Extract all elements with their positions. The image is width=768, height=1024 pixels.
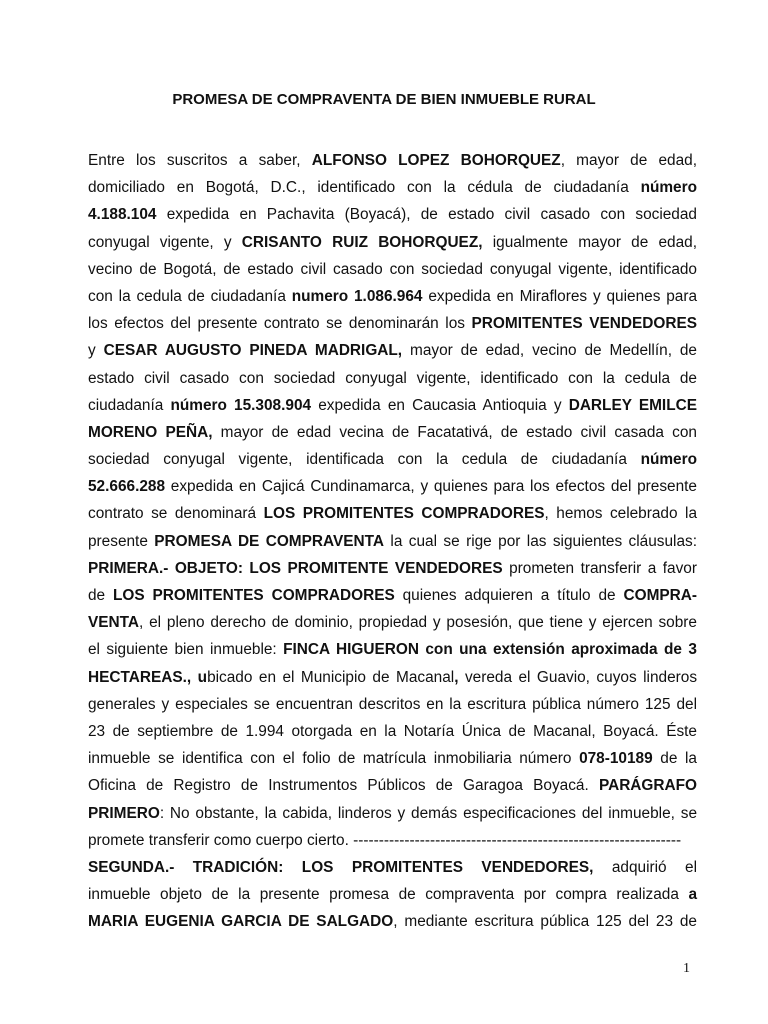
text-line — [88, 609, 697, 636]
text-line — [88, 772, 697, 799]
text-segment: promete transferir como cuerpo cierto. ---------------------------------------------------------------- — [88, 831, 682, 849]
bold-text-segment: LOS PROMITENTES COMPRADORES — [263, 505, 545, 523]
bold-text-segment: 4.188.104 — [88, 206, 157, 224]
bold-text-segment: 078-10189 — [579, 750, 653, 768]
text-line — [88, 310, 697, 337]
text-line — [88, 881, 697, 908]
text-segment: expedida en Caucasia Antioquia y — [311, 396, 569, 414]
bold-text-segment: PROMITENTES VENDEDORES — [471, 315, 697, 333]
text-line — [88, 718, 697, 745]
text-line — [88, 337, 697, 364]
text-line — [88, 174, 697, 201]
text-segment: vereda el Guavio, cuyos linderos — [458, 668, 698, 686]
text-line — [88, 555, 697, 582]
text-segment: domiciliado en Bogotá, D.C., identificado con la cédula de ciudadanía — [88, 179, 641, 197]
bold-text-segment: ALFONSO LOPEZ BOHORQUEZ — [311, 152, 561, 169]
text-segment: mayor de edad vecina de Facatativá, de estado civil casada con — [212, 423, 697, 441]
text-segment: conyugal vigente, y — [88, 233, 242, 251]
bold-text-segment: CESAR AUGUSTO PINEDA MADRIGAL, — [103, 342, 403, 360]
bold-text-segment: PARÁGRAFO — [598, 777, 697, 795]
text-line — [88, 800, 697, 827]
text-segment: expedida en Cajicá Cundinamarca, y quienes para los efectos del presente — [165, 478, 697, 496]
document-body — [88, 147, 697, 935]
text-line — [88, 392, 697, 419]
text-line — [88, 147, 697, 174]
text-segment: quienes adquieren a título de — [394, 587, 624, 604]
bold-text-segment: COMPRA- — [623, 587, 698, 604]
text-line — [88, 908, 697, 935]
text-segment: presente — [88, 532, 155, 550]
text-segment: , mayor de edad, — [560, 152, 697, 169]
text-segment: ciudadanía — [88, 396, 171, 414]
text-line — [88, 691, 697, 718]
page-number: 1 — [683, 961, 690, 976]
text-line — [88, 500, 697, 527]
text-line — [88, 827, 697, 854]
text-segment: estado civil casado con sociedad conyugal vigente, identificado con la cedula de — [88, 369, 697, 387]
text-segment: los efectos del presente contrato se denominarán los — [88, 315, 472, 333]
text-segment: el siguiente bien inmueble: — [88, 641, 284, 659]
text-line — [88, 283, 697, 310]
bold-text-segment: MARIA EUGENIA GARCIA DE SALGADO — [88, 913, 394, 931]
text-segment: inmueble se identifica con el folio de matrícula inmobiliaria número — [88, 750, 580, 768]
text-segment: de la — [652, 750, 697, 768]
bold-text-segment: número — [640, 451, 697, 469]
text-segment: bicado en el Municipio de Macanal — [207, 668, 455, 686]
text-segment: , el pleno derecho de dominio, propiedad y posesión, que tiene y ejercen sobre — [139, 614, 697, 632]
text-segment: inmueble objeto de la presente promesa de compraventa por compra realizada — [88, 886, 689, 904]
bold-text-segment: VENTA — [88, 614, 140, 632]
text-segment: 23 de septiembre de 1.994 otorgada en la Notaría Única de Macanal, Boyacá. Éste — [88, 722, 697, 740]
bold-text-segment: SEGUNDA.- TRADICIÓN: LOS PROMITENTES VENDEDORES, — [88, 858, 594, 876]
text-line — [88, 256, 697, 283]
text-line — [88, 745, 697, 772]
document-title: PROMESA DE COMPRAVENTA DE BIEN INMUEBLE RURAL — [172, 91, 596, 108]
text-segment: prometen transferir a favor — [502, 559, 697, 577]
bold-text-segment: HECTAREAS., u — [88, 668, 208, 686]
text-line — [88, 854, 697, 881]
bold-text-segment: número — [640, 179, 697, 197]
bold-text-segment: numero 1.086.964 — [291, 287, 423, 305]
text-segment: sociedad conyugal vigente, identificada con la cedula de ciudadanía — [88, 451, 641, 469]
bold-text-segment: 52.666.288 — [88, 478, 166, 496]
text-segment: , mediante escritura pública 125 del 23 de — [393, 913, 697, 931]
text-segment: y — [88, 342, 104, 360]
bold-text-segment: DARLEY EMILCE — [568, 396, 697, 414]
bold-text-segment: LOS PROMITENTES COMPRADORES — [113, 587, 395, 604]
text-line — [88, 636, 697, 663]
text-segment: expedida en Pachavita (Boyacá), de estado civil casado con sociedad — [156, 206, 697, 224]
text-segment: Entre los suscritos a saber, — [88, 152, 312, 169]
text-segment: la cual se rige por las siguientes cláusulas: — [384, 532, 697, 550]
text-segment: expedida en Miraflores y quienes para — [422, 287, 698, 305]
text-segment: contrato se denominará — [88, 505, 264, 523]
bold-text-segment: a — [688, 886, 697, 904]
text-line — [88, 582, 697, 609]
text-line — [88, 664, 697, 691]
text-line — [88, 201, 697, 228]
text-segment: generales y especiales se encuentran descritos en la escritura pública número 125 del — [88, 695, 697, 713]
bold-text-segment: CRISANTO RUIZ BOHORQUEZ, — [241, 233, 483, 251]
bold-text-segment: PRIMERA.- OBJETO: LOS PROMITENTE VENDEDORES — [88, 559, 503, 577]
text-segment: con la cedula de ciudadanía — [88, 287, 292, 305]
bold-text-segment: PROMESA DE COMPRAVENTA — [154, 532, 384, 550]
text-segment: mayor de edad, vecino de Medellín, de — [402, 342, 697, 360]
bold-text-segment: PRIMERO — [88, 804, 160, 822]
bold-text-segment: MORENO PEÑA, — [88, 423, 213, 441]
text-segment: de — [88, 587, 114, 604]
text-line — [88, 446, 697, 473]
bold-text-segment: FINCA HIGUERON con una extensión aproximada de 3 — [283, 641, 697, 659]
text-segment: , hemos celebrado la — [544, 505, 698, 523]
text-segment: : No obstante, la cabida, linderos y demás especificaciones del inmueble, se — [159, 804, 697, 822]
text-line — [88, 419, 697, 446]
text-segment: igualmente mayor de edad, — [482, 233, 697, 251]
text-segment: adquirió el — [593, 858, 698, 876]
bold-text-segment: número 15.308.904 — [170, 396, 312, 414]
text-segment: vecino de Bogotá, de estado civil casado con sociedad conyugal vigente, identificado — [88, 260, 697, 278]
text-line — [88, 473, 697, 500]
bold-text-segment: , — [454, 668, 459, 686]
text-segment: Oficina de Registro de Instrumentos Públicos de Garagoa Boyacá. — [88, 777, 599, 795]
text-line — [88, 229, 697, 256]
text-line — [88, 528, 697, 555]
text-line — [88, 365, 697, 392]
